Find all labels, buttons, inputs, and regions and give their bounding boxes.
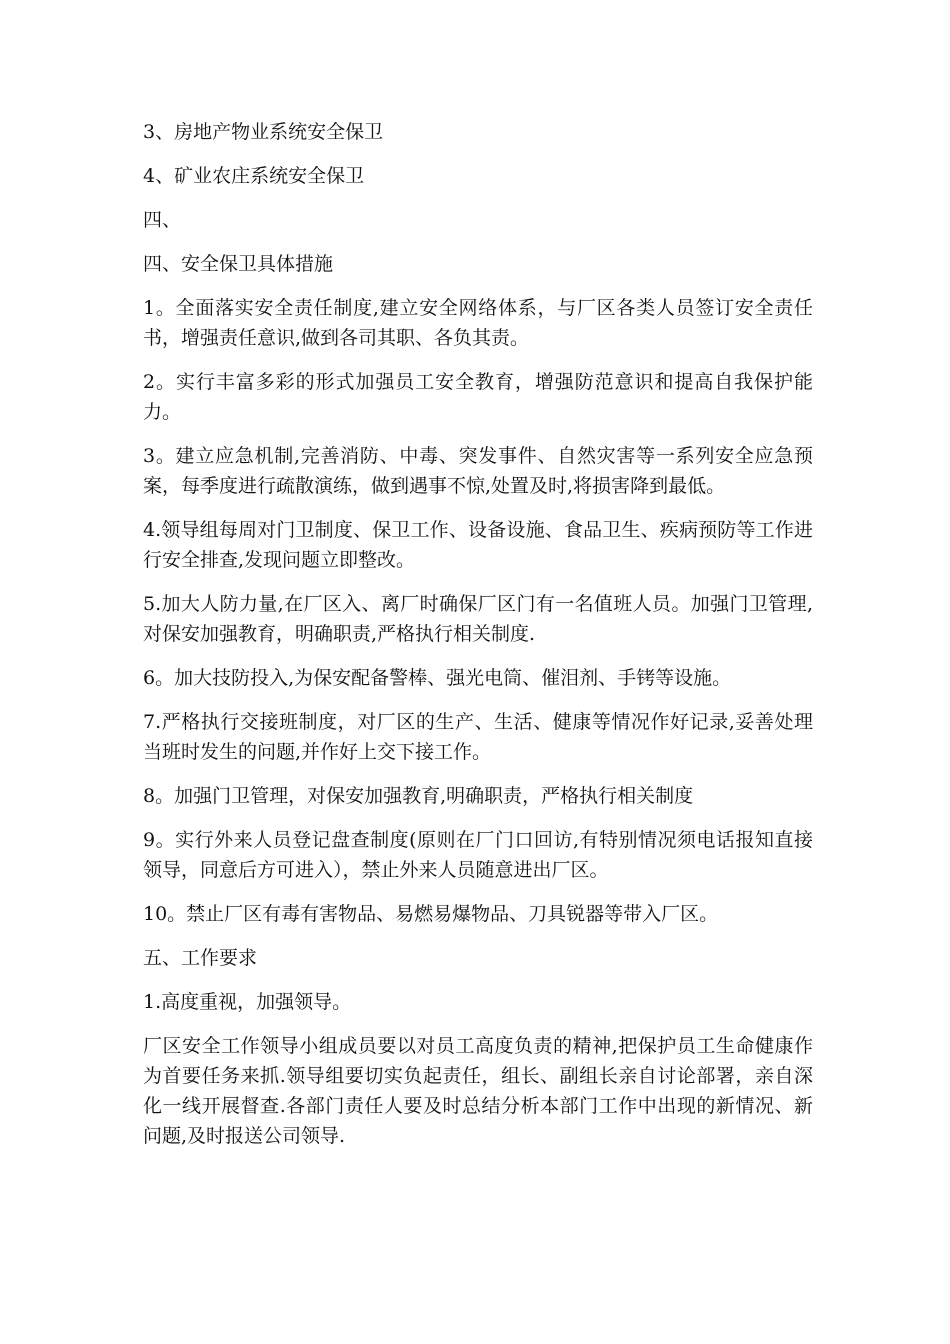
- requirement-1-body: 厂区安全工作领导小组成员要以对员工高度负责的精神,把保护员工生命健康作为首要任务来抓.领导组要切实负起责任，组长、副组长亲自讨论部署，亲自深化一线开展督查.各部门责任人要及时总结分析本部门工作中出现的新情况、新问题,及时报送公司领导.: [143, 1035, 813, 1147]
- measure-4: 4.领导组每周对门卫制度、保卫工作、设备设施、食品卫生、疾病预防等工作进行安全排查,发现问题立即整改。: [143, 519, 813, 571]
- measure-5: 5.加大人防力量,在厂区入、离厂时确保厂区门有一名值班人员。加强门卫管理,对保安加强教育，明确职责,严格执行相关制度.: [143, 593, 813, 645]
- section-heading-measures: 四、安全保卫具体措施: [143, 253, 334, 275]
- measure-7: 7.严格执行交接班制度，对厂区的生产、生活、健康等情况作好记录,妥善处理当班时发生的问题,并作好上交下接工作。: [143, 711, 813, 763]
- section-heading-4-short: 四、: [143, 209, 182, 231]
- requirement-1: 1.高度重视，加强领导。: [143, 991, 352, 1013]
- measure-2: 2。实行丰富多彩的形式加强员工安全教育，增强防范意识和提高自我保护能力。: [143, 371, 813, 423]
- section-item-3: 3、房地产物业系统安全保卫: [143, 121, 384, 143]
- section-heading-requirements: 五、工作要求: [143, 947, 258, 969]
- measure-1: 1。全面落实安全责任制度,建立安全网络体系，与厂区各类人员签订安全责任书，增强责任意识,做到各司其职、各负其责。: [143, 297, 813, 349]
- measure-9: 9。实行外来人员登记盘查制度(原则在厂门口回访,有特别情况须电话报知直接领导，同意后方可进入），禁止外来人员随意进出厂区。: [143, 829, 813, 881]
- measure-8: 8。加强门卫管理，对保安加强教育,明确职责，严格执行相关制度: [143, 785, 694, 807]
- measure-6: 6。加大技防投入,为保安配备警棒、强光电筒、催泪剂、手铐等设施。: [143, 667, 732, 689]
- measure-3: 3。建立应急机制,完善消防、中毒、突发事件、自然灾害等一系列安全应急预案，每季度进行疏散演练，做到遇事不惊,处置及时,将损害降到最低。: [143, 445, 813, 497]
- section-item-4: 4、矿业农庄系统安全保卫: [143, 165, 365, 187]
- measure-10: 10。禁止厂区有毒有害物品、易燃易爆物品、刀具锐器等带入厂区。: [143, 903, 719, 925]
- document-body: [143, 117, 813, 1165]
